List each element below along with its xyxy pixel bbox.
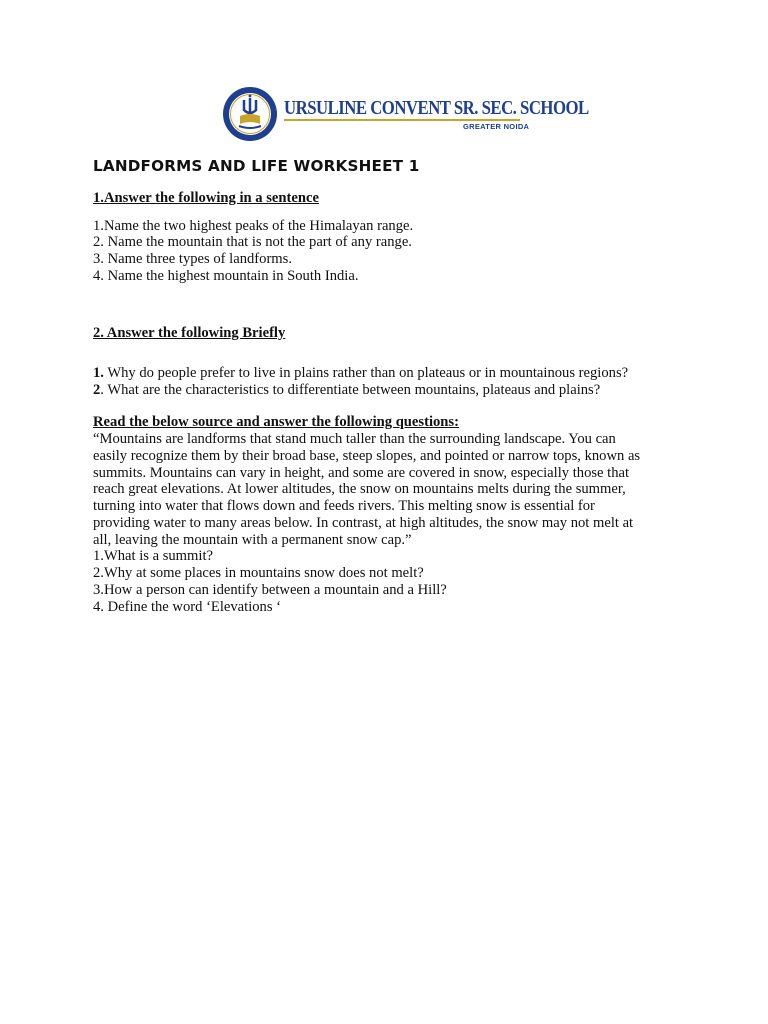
section1-question: 2. Name the mountain that is not the part of any range. [93, 234, 412, 250]
section2-question [93, 365, 628, 382]
source-question: 1.What is a summit? [93, 548, 213, 565]
passage-line: “Mountains are landforms that stand much taller than the surrounding landscape. You can [93, 431, 616, 447]
passage-line: turning into water that flows down and feeds rivers. This melting snow is essential for [93, 498, 595, 514]
school-header [222, 86, 589, 144]
school-seal-icon [222, 86, 278, 142]
section1-question: 3. Name three types of landforms. [93, 251, 292, 267]
passage-line: summits. Mountains can vary in height, and some are covered in snow, especially those that [93, 464, 630, 481]
school-city: GREATER NOIDA [463, 122, 530, 131]
school-name: URSULINE CONVENT SR. SEC. SCHOOL [284, 98, 589, 119]
worksheet-title: LANDFORMS AND LIFE WORKSHEET 1 [93, 157, 420, 175]
source-question: 2.Why at some places in mountains snow does not melt? [93, 565, 424, 581]
question-text: . What are the characteristics to differentiate between mountains, plateaus and plains? [100, 382, 601, 398]
passage-line: all, leaving the mountain with a permanent snow cap.” [93, 531, 412, 548]
section2-heading: 2. Answer the following Briefly [93, 325, 286, 341]
logo-divider [284, 119, 520, 121]
source-passage [93, 431, 683, 615]
section1-question: 1.Name the two highest peaks of the Himalayan range. [93, 218, 414, 234]
section1-heading: 1.Answer the following in a sentence [93, 190, 319, 206]
question-text: Why do people prefer to live in plains rather than on plateaus or in mountainous regions? [103, 365, 629, 381]
source-question: 4. Define the word ‘Elevations ‘ [93, 598, 282, 615]
source-heading: Read the below source and answer the following questions: [93, 414, 459, 430]
passage-line: reach great elevations. At lower altitudes, the snow on mountains melts during the summer, [93, 481, 626, 498]
question-number: 2 [93, 382, 101, 398]
section2-question [93, 382, 600, 399]
passage-line: providing water to many areas below. In contrast, at high altitudes, the snow may not melt at [93, 514, 634, 531]
source-question: 3.How a person can identify between a mountain and a Hill? [93, 581, 447, 598]
passage-line: easily recognize them by their broad base, steep slopes, and pointed or narrow tops, known as [93, 447, 641, 464]
section1-question: 4. Name the highest mountain in South India. [93, 268, 359, 284]
question-number: 1. [93, 365, 104, 381]
